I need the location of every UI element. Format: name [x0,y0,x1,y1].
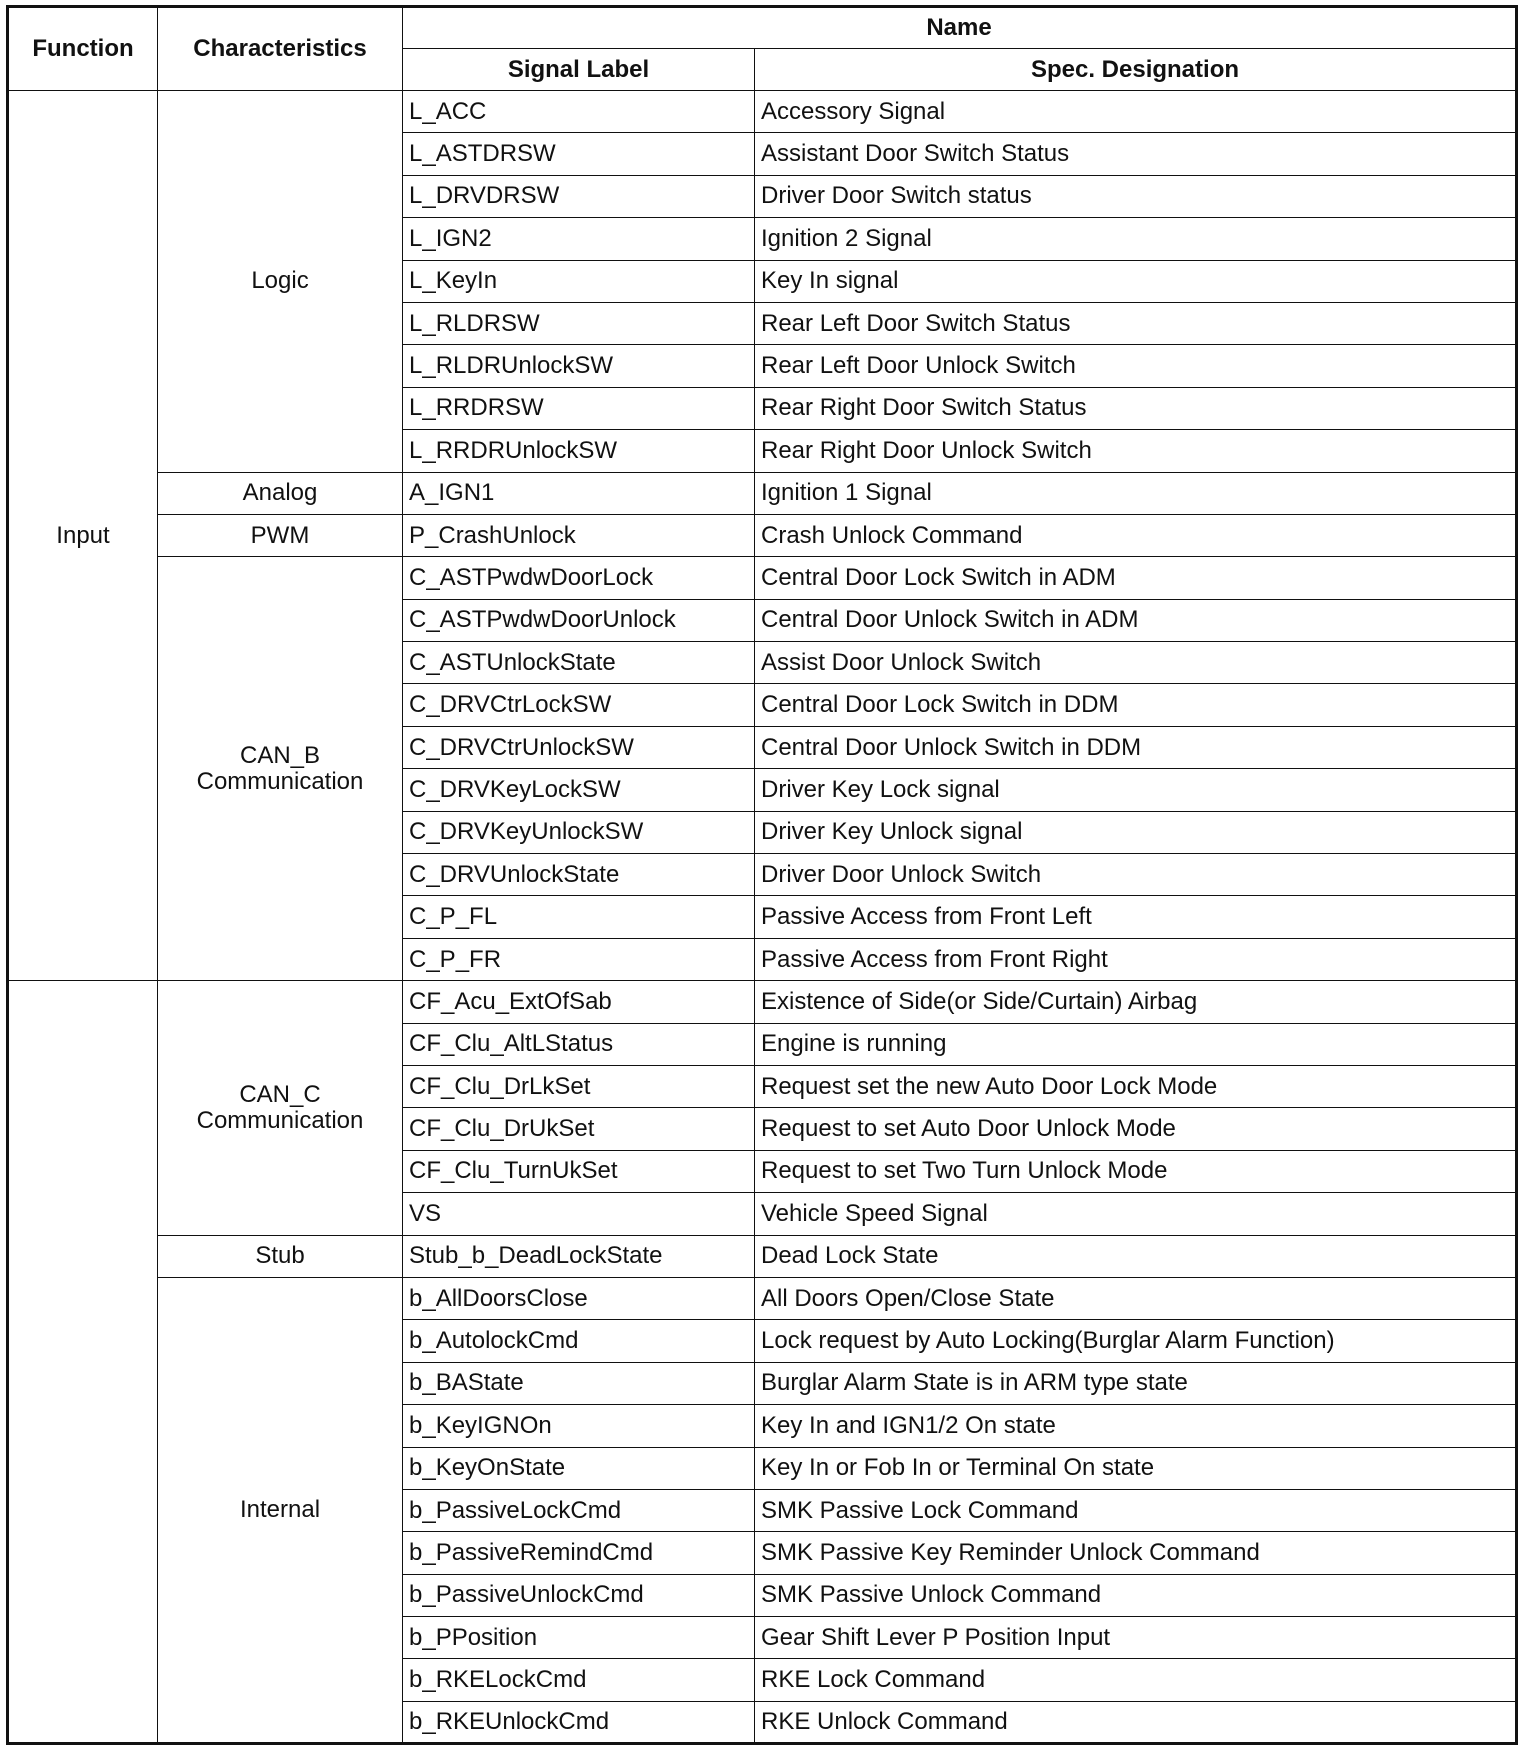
signal-label-cell: CF_Clu_AltLStatus [403,1023,755,1065]
signal-label-cell: L_RRDRUnlockSW [403,430,755,472]
signal-label-cell: L_RLDRUnlockSW [403,345,755,387]
spec-designation-cell: Vehicle Speed Signal [755,1193,1517,1235]
spec-designation-cell: Dead Lock State [755,1235,1517,1277]
spec-designation-cell: RKE Lock Command [755,1659,1517,1701]
spec-designation-cell: Driver Door Unlock Switch [755,854,1517,896]
spec-designation-cell: Rear Left Door Unlock Switch [755,345,1517,387]
spec-designation-cell: Central Door Lock Switch in DDM [755,684,1517,726]
characteristics-cell [158,1277,403,1743]
table-row [8,1277,1517,1319]
table-header [8,7,1517,91]
signal-label-cell: C_ASTPwdwDoorUnlock [403,599,755,641]
signal-label-cell: L_KeyIn [403,260,755,302]
spec-designation-cell: Rear Right Door Unlock Switch [755,430,1517,472]
spec-designation-cell: Driver Key Lock signal [755,769,1517,811]
signal-label-cell: b_BAState [403,1362,755,1404]
table-row [8,1235,1517,1277]
characteristics-label: Logic [251,267,309,295]
signal-label-cell: b_KeyIGNOn [403,1405,755,1447]
spec-designation-cell: Gear Shift Lever P Position Input [755,1617,1517,1659]
table-row [8,557,1517,599]
header-characteristics: Characteristics [158,7,403,91]
signal-label-cell: VS [403,1193,755,1235]
header-name: Name [403,7,1517,49]
signal-label-cell: L_IGN2 [403,218,755,260]
characteristics-cell [158,472,403,514]
spec-designation-cell: Driver Key Unlock signal [755,811,1517,853]
table-row [8,91,1517,133]
signal-table [6,5,1518,1745]
spec-designation-cell: Request to set Auto Door Unlock Mode [755,1108,1517,1150]
signal-label-cell: C_DRVKeyLockSW [403,769,755,811]
spec-designation-cell: Existence of Side(or Side/Curtain) Airbag [755,981,1517,1023]
signal-label-cell: C_DRVUnlockState [403,854,755,896]
spec-designation-cell: SMK Passive Lock Command [755,1489,1517,1531]
characteristics-label: CAN_C [239,1080,321,1108]
signal-label-cell: b_AutolockCmd [403,1320,755,1362]
table-row [8,514,1517,556]
signal-label-cell: Stub_b_DeadLockState [403,1235,755,1277]
spec-designation-cell: Passive Access from Front Left [755,896,1517,938]
spec-designation-cell: All Doors Open/Close State [755,1277,1517,1319]
characteristics-cell [158,981,403,1235]
header-spec-designation: Spec. Designation [755,49,1517,91]
signal-label-cell: CF_Acu_ExtOfSab [403,981,755,1023]
signal-label-cell: C_ASTUnlockState [403,642,755,684]
spec-designation-cell: Ignition 2 Signal [755,218,1517,260]
characteristics-label: CAN_B [239,741,321,769]
signal-label-cell: CF_Clu_TurnUkSet [403,1150,755,1192]
signal-label-cell: L_RLDRSW [403,302,755,344]
signal-label-cell: L_ACC [403,91,755,133]
characteristics-label: Stub [255,1242,305,1270]
spec-designation-cell: Burglar Alarm State is in ARM type state [755,1362,1517,1404]
characteristics-label: Internal [239,1496,321,1524]
spec-designation-cell: SMK Passive Unlock Command [755,1574,1517,1616]
function-cell [8,981,158,1744]
signal-label-cell: L_ASTDRSW [403,133,755,175]
spec-designation-cell: Ignition 1 Signal [755,472,1517,514]
signal-label-cell: b_PassiveUnlockCmd [403,1574,755,1616]
spec-designation-cell: Rear Right Door Switch Status [755,387,1517,429]
signal-label-cell: CF_Clu_DrLkSet [403,1065,755,1107]
characteristics-cell [158,91,403,473]
characteristics-label: PWM [250,521,310,549]
spec-designation-cell: Central Door Lock Switch in ADM [755,557,1517,599]
function-cell: Input [8,91,158,981]
signal-label-cell: C_ASTPwdwDoorLock [403,557,755,599]
signal-label-cell: L_RRDRSW [403,387,755,429]
characteristics-cell [158,1235,403,1277]
signal-label-cell: b_PPosition [403,1617,755,1659]
spec-designation-cell: Passive Access from Front Right [755,938,1517,980]
signal-label-cell: L_DRVDRSW [403,175,755,217]
table-body [8,91,1517,1744]
spec-designation-cell: Key In and IGN1/2 On state [755,1405,1517,1447]
characteristics-label: Communication [196,767,364,795]
spec-designation-cell: Central Door Unlock Switch in DDM [755,726,1517,768]
spec-designation-cell: Lock request by Auto Locking(Burglar Alarm Function) [755,1320,1517,1362]
characteristics-label: Communication [196,1106,364,1134]
spec-designation-cell: Assist Door Unlock Switch [755,642,1517,684]
spec-designation-cell: Rear Left Door Switch Status [755,302,1517,344]
characteristics-cell [158,514,403,556]
signal-label-cell: b_PassiveRemindCmd [403,1532,755,1574]
signal-label-cell: C_DRVCtrLockSW [403,684,755,726]
signal-label-cell: C_DRVCtrUnlockSW [403,726,755,768]
spec-designation-cell: Assistant Door Switch Status [755,133,1517,175]
spec-designation-cell: Accessory Signal [755,91,1517,133]
header-function: Function [8,7,158,91]
signal-label-cell: CF_Clu_DrUkSet [403,1108,755,1150]
spec-designation-cell: RKE Unlock Command [755,1701,1517,1743]
signal-label-cell: C_P_FR [403,938,755,980]
signal-label-cell: P_CrashUnlock [403,514,755,556]
header-signal-label: Signal Label [403,49,755,91]
signal-label-cell: b_AllDoorsClose [403,1277,755,1319]
signal-label-cell: C_P_FL [403,896,755,938]
spec-designation-cell: Engine is running [755,1023,1517,1065]
signal-label-cell: b_RKEUnlockCmd [403,1701,755,1743]
characteristics-cell [158,557,403,981]
signal-label-cell: b_KeyOnState [403,1447,755,1489]
characteristics-label: Analog [242,479,318,507]
table-row [8,981,1517,1023]
spec-designation-cell: Key In signal [755,260,1517,302]
signal-label-cell: C_DRVKeyUnlockSW [403,811,755,853]
signal-label-cell: b_RKELockCmd [403,1659,755,1701]
spec-designation-cell: Request to set Two Turn Unlock Mode [755,1150,1517,1192]
spec-designation-cell: Key In or Fob In or Terminal On state [755,1447,1517,1489]
table-row [8,472,1517,514]
signal-label-cell: A_IGN1 [403,472,755,514]
signal-label-cell: b_PassiveLockCmd [403,1489,755,1531]
spec-designation-cell: Central Door Unlock Switch in ADM [755,599,1517,641]
spec-designation-cell: SMK Passive Key Reminder Unlock Command [755,1532,1517,1574]
spec-designation-cell: Request set the new Auto Door Lock Mode [755,1065,1517,1107]
spec-designation-cell: Driver Door Switch status [755,175,1517,217]
spec-designation-cell: Crash Unlock Command [755,514,1517,556]
